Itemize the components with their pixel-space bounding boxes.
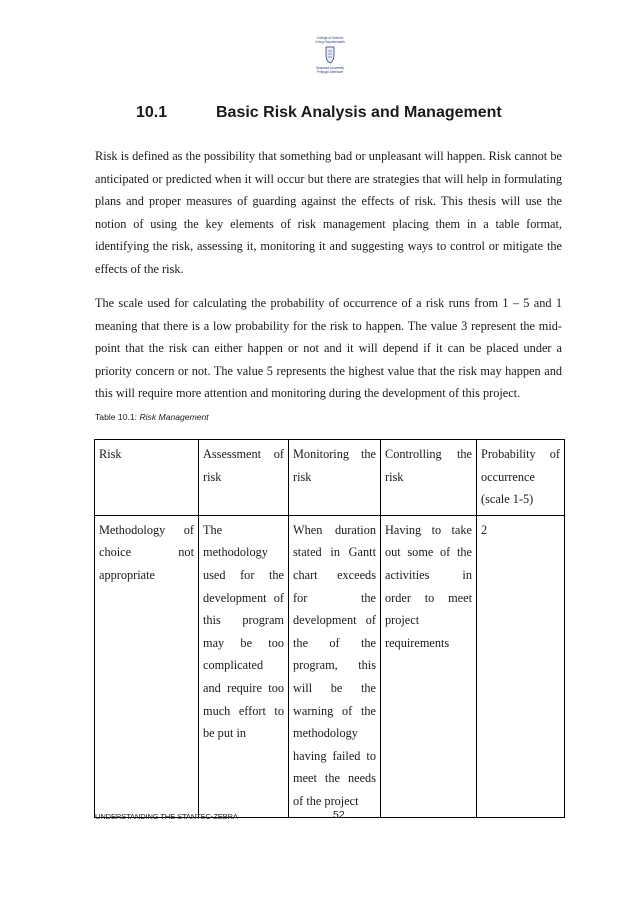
cell-line: Methodology of — [99, 522, 194, 537]
cell-line: development of — [293, 613, 376, 628]
footer-title: UNDERSTANDING THE STANTEC-ZEBRA — [95, 812, 238, 821]
header-controlling — [381, 440, 477, 516]
cell-line: activities in — [385, 567, 472, 582]
cell-line: may be too — [203, 635, 284, 650]
header-assessment-line: Assessment of — [203, 447, 284, 461]
cell-line: requirements — [385, 635, 450, 650]
header-monitoring — [289, 440, 381, 516]
header-risk — [95, 440, 199, 516]
table-caption — [95, 412, 209, 422]
cell-line: order to meet — [385, 590, 472, 605]
cell-monitoring — [289, 515, 381, 817]
header-assessment — [199, 440, 289, 516]
header-probability-line: Probability of — [481, 447, 560, 461]
cell-line: 2 — [481, 522, 488, 537]
cell-assessment — [199, 515, 289, 817]
logo-line-2: Coleg Gwyddoniaeth — [315, 39, 345, 44]
cell-line: this program — [203, 613, 284, 628]
cell-line: When duration — [293, 522, 376, 537]
cell-line: having failed to — [293, 748, 376, 763]
paragraph-risk-definition: Risk is defined as the possibility that something bad or unpleasant will happen. Risk cannot be anticipated or predicted when it will occur but there are strategies that will help in formulating plans and proper measures of guarding against the effects of risk. This thesis will use the notion of using the key elements of risk management placing them in a table format, identifying the risk, assessing it, monitoring it and suggesting ways to control or mitigate the effects of the risk. — [95, 149, 562, 276]
cell-line: for the — [293, 590, 376, 605]
cell-line: will be the — [293, 680, 376, 695]
cell-line: and require too — [203, 680, 284, 695]
cell-line: used for the — [203, 567, 284, 582]
logo-line-4: Prifysgol Abertawe — [316, 69, 344, 74]
header-monitoring-line: Monitoring the — [293, 447, 376, 461]
cell-line: meet the needs — [293, 771, 376, 786]
header-controlling-line: Controlling the — [385, 447, 472, 461]
cell-line: complicated — [203, 658, 264, 673]
cell-line: the of the — [293, 635, 376, 650]
cell-line: program, this — [293, 658, 376, 673]
cell-probability — [477, 515, 565, 817]
header-assessment-line: risk — [203, 469, 222, 484]
cell-line: warning of the — [293, 703, 376, 718]
cell-line: choice not — [99, 545, 194, 560]
cell-line: project — [385, 613, 420, 628]
caption-prefix: Table 10.1: — [95, 412, 140, 422]
cell-controlling — [381, 515, 477, 817]
logo-line-3: Swansea University — [316, 66, 344, 70]
paragraph-probability-scale: The scale used for calculating the probability of occurrence of a risk runs from 1 – 5 and 1 meaning that there is a low probability for the risk to happen. The value 3 represent the mid-point that the risk can either happen or not and it will depend if it can be placed under a priority concern or not. The value 5 represents the highest value that the risk may happen and this will require more attention and monitoring during the development of this project. — [95, 296, 562, 401]
header-probability-line: occurrence — [481, 469, 535, 484]
cell-line: much effort to — [203, 703, 284, 718]
cell-line: methodology — [293, 726, 358, 741]
cell-line: development of — [203, 590, 284, 605]
section-title: Basic Risk Analysis and Management — [216, 104, 502, 121]
header-risk-line: Risk — [99, 447, 122, 461]
table-header-row — [95, 440, 565, 516]
logo-line-1: College of Science — [316, 36, 344, 40]
shield-icon — [325, 46, 335, 64]
cell-line: be put in — [203, 726, 247, 741]
cell-line: chart exceeds — [293, 567, 376, 582]
header-probability — [477, 440, 565, 516]
cell-line: appropriate — [99, 567, 155, 582]
caption-title: Risk Management — [139, 412, 209, 422]
cell-line: stated in Gantt — [293, 545, 376, 560]
cell-line: out some of the — [385, 545, 472, 560]
section-number: 10.1 — [136, 104, 168, 121]
risk-management-table — [94, 439, 565, 818]
logo-text-top — [296, 37, 364, 45]
header-probability-line: (scale 1-5) — [481, 492, 534, 507]
cell-line: The — [203, 522, 223, 537]
cell-line: methodology — [203, 545, 268, 560]
cell-line: Having to take — [385, 522, 472, 537]
university-logo — [296, 34, 364, 78]
header-monitoring-line: risk — [293, 469, 312, 484]
cell-line: of the project — [293, 793, 359, 808]
cell-risk — [95, 515, 199, 817]
page-number: 52 — [333, 809, 345, 821]
table-row — [95, 515, 565, 817]
header-controlling-line: risk — [385, 469, 404, 484]
logo-text-bottom — [296, 67, 364, 75]
